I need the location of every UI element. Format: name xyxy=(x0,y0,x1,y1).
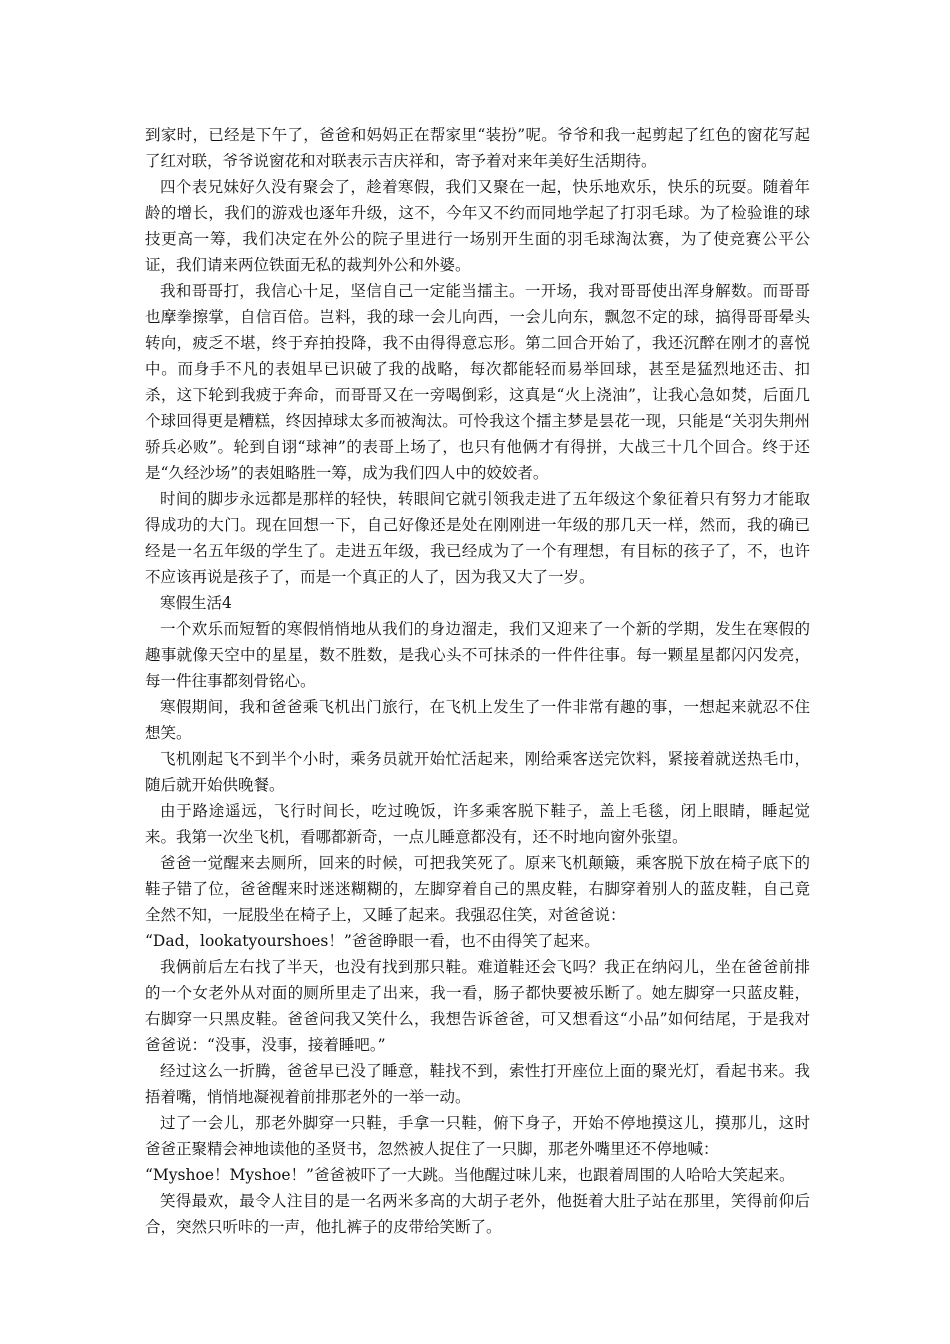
paragraph: 一个欢乐而短暂的寒假悄悄地从我们的身边溜走，我们又迎来了一个新的学期，发生在寒假的趣事就像天空中的星星，数不胜数，是我心头不可抹杀的一件件往事。每一颗星星都闪闪发亮，每一件往事都刻骨铭心。 xyxy=(145,620,810,690)
paragraph: 由于路途遥远，飞行时间长，吃过晚饭，许多乘客脱下鞋子，盖上毛毯，闭上眼睛，睡起觉来。我第一次坐飞机，看哪都新奇，一点儿睡意都没有，还不时地向窗外张望。 xyxy=(145,802,810,846)
paragraph: 时间的脚步永远都是那样的轻快，转眼间它就引领我走进了五年级这个象征着只有努力才能取得成功的大门。现在回想一下，自己好像还是处在刚刚进一年级的那几天一样，然而，我的确已经是一名五年级的学生了。走进五年级，我已经成为了一个有理想，有目标的孩子了，不，也许不应该再说是孩子了，而是一个真正的人了，因为我又大了一岁。 xyxy=(145,490,810,586)
paragraph: 四个表兄妹好久没有聚会了，趁着寒假，我们又聚在一起，快乐地欢乐，快乐的玩耍。随着年龄的增长，我们的游戏也逐年升级，这不，今年又不约而同地学起了打羽毛球。为了检验谁的球技更高一筹，我们决定在外公的院子里进行一场别开生面的羽毛球淘汰赛，为了使竞赛公平公证，我们请来两位铁面无私的裁判外公和外婆。 xyxy=(145,178,810,274)
paragraph: 过了一会儿，那老外脚穿一只鞋，手拿一只鞋，俯下身子，开始不停地摸这儿，摸那儿，这时爸爸正聚精会神地读他的圣贤书，忽然被人捉住了一只脚，那老外嘴里还不停地喊： xyxy=(145,1114,810,1158)
paragraph: “Dad，lookatyourshoes！”爸爸睁眼一看，也不由得笑了起来。 xyxy=(145,932,600,950)
document-page xyxy=(145,122,810,1240)
paragraph: 飞机刚起飞不到半个小时，乘务员就开始忙活起来，刚给乘客送完饮料，紧接着就送热毛巾，随后就开始供晚餐。 xyxy=(145,750,810,794)
paragraph: 到家时，已经是下午了，爸爸和妈妈正在帮家里“装扮”呢。爷爷和我一起剪起了红色的窗花写起了红对联，爷爷说窗花和对联表示吉庆祥和，寄予着对来年美好生活期待。 xyxy=(145,126,810,170)
paragraph: 寒假期间，我和爸爸乘飞机出门旅行，在飞机上发生了一件非常有趣的事，一想起来就忍不住想笑。 xyxy=(145,698,810,742)
paragraph: 笑得最欢，最令人注目的是一名两米多高的大胡子老外，他挺着大肚子站在那里，笑得前仰后合，突然只听咔的一声，他扎裤子的皮带给笑断了。 xyxy=(145,1192,810,1236)
paragraph: “Myshoe！Myshoe！”爸爸被吓了一大跳。当他醒过味儿来，也跟着周围的人哈哈大笑起来。 xyxy=(145,1166,795,1184)
paragraph: 经过这么一折腾，爸爸早已没了睡意，鞋找不到，索性打开座位上面的聚光灯，看起书来。我捂着嘴，悄悄地凝视着前排那老外的一举一动。 xyxy=(145,1062,810,1106)
paragraph: 我和哥哥打，我信心十足，坚信自己一定能当擂主。一开场，我对哥哥使出浑身解数。而哥哥也摩拳擦掌，自信百倍。岂料，我的球一会儿向西，一会儿向东，飘忽不定的球，搞得哥哥晕头转向，疲乏不堪，终于弃拍投降，我不由得得意忘形。第二回合开始了，我还沉醉在刚才的喜悦中。而身手不凡的表姐早已识破了我的战略，每次都能轻而易举回球，甚至是猛烈地还击、扣杀，这下轮到我疲于奔命，而哥哥又在一旁喝倒彩，这真是“火上浇油”，让我心急如焚，后面几个球回得更是糟糕，终因掉球太多而被淘汰。可怜我这个擂主梦是昙花一现，只能是“关羽失荆州骄兵必败”。轮到自诩“球神”的表哥上场了，也只有他俩才有得拼，大战三十几个回合。终于还是“久经沙场”的表姐略胜一筹，成为我们四人中的姣姣者。 xyxy=(145,282,810,482)
section-heading: 寒假生活4 xyxy=(160,594,232,612)
paragraph: 爸爸一觉醒来去厕所，回来的时候，可把我笑死了。原来飞机颠簸，乘客脱下放在椅子底下的鞋子错了位，爸爸醒来时迷迷糊糊的，左脚穿着自己的黑皮鞋，右脚穿着别人的蓝皮鞋，自己竟全然不知，一屁股坐在椅子上，又睡了起来。我强忍住笑，对爸爸说： xyxy=(145,854,810,924)
paragraph: 我俩前后左右找了半天，也没有找到那只鞋。难道鞋还会飞吗？我正在纳闷儿，坐在爸爸前排的一个女老外从对面的厕所里走了出来，我一看，肠子都快要被乐断了。她左脚穿一只蓝皮鞋，右脚穿一只黑皮鞋。爸爸问我又笑什么，我想告诉爸爸，可又想看这“小品”如何结尾，于是我对爸爸说：“没事，没事，接着睡吧。” xyxy=(145,958,810,1054)
